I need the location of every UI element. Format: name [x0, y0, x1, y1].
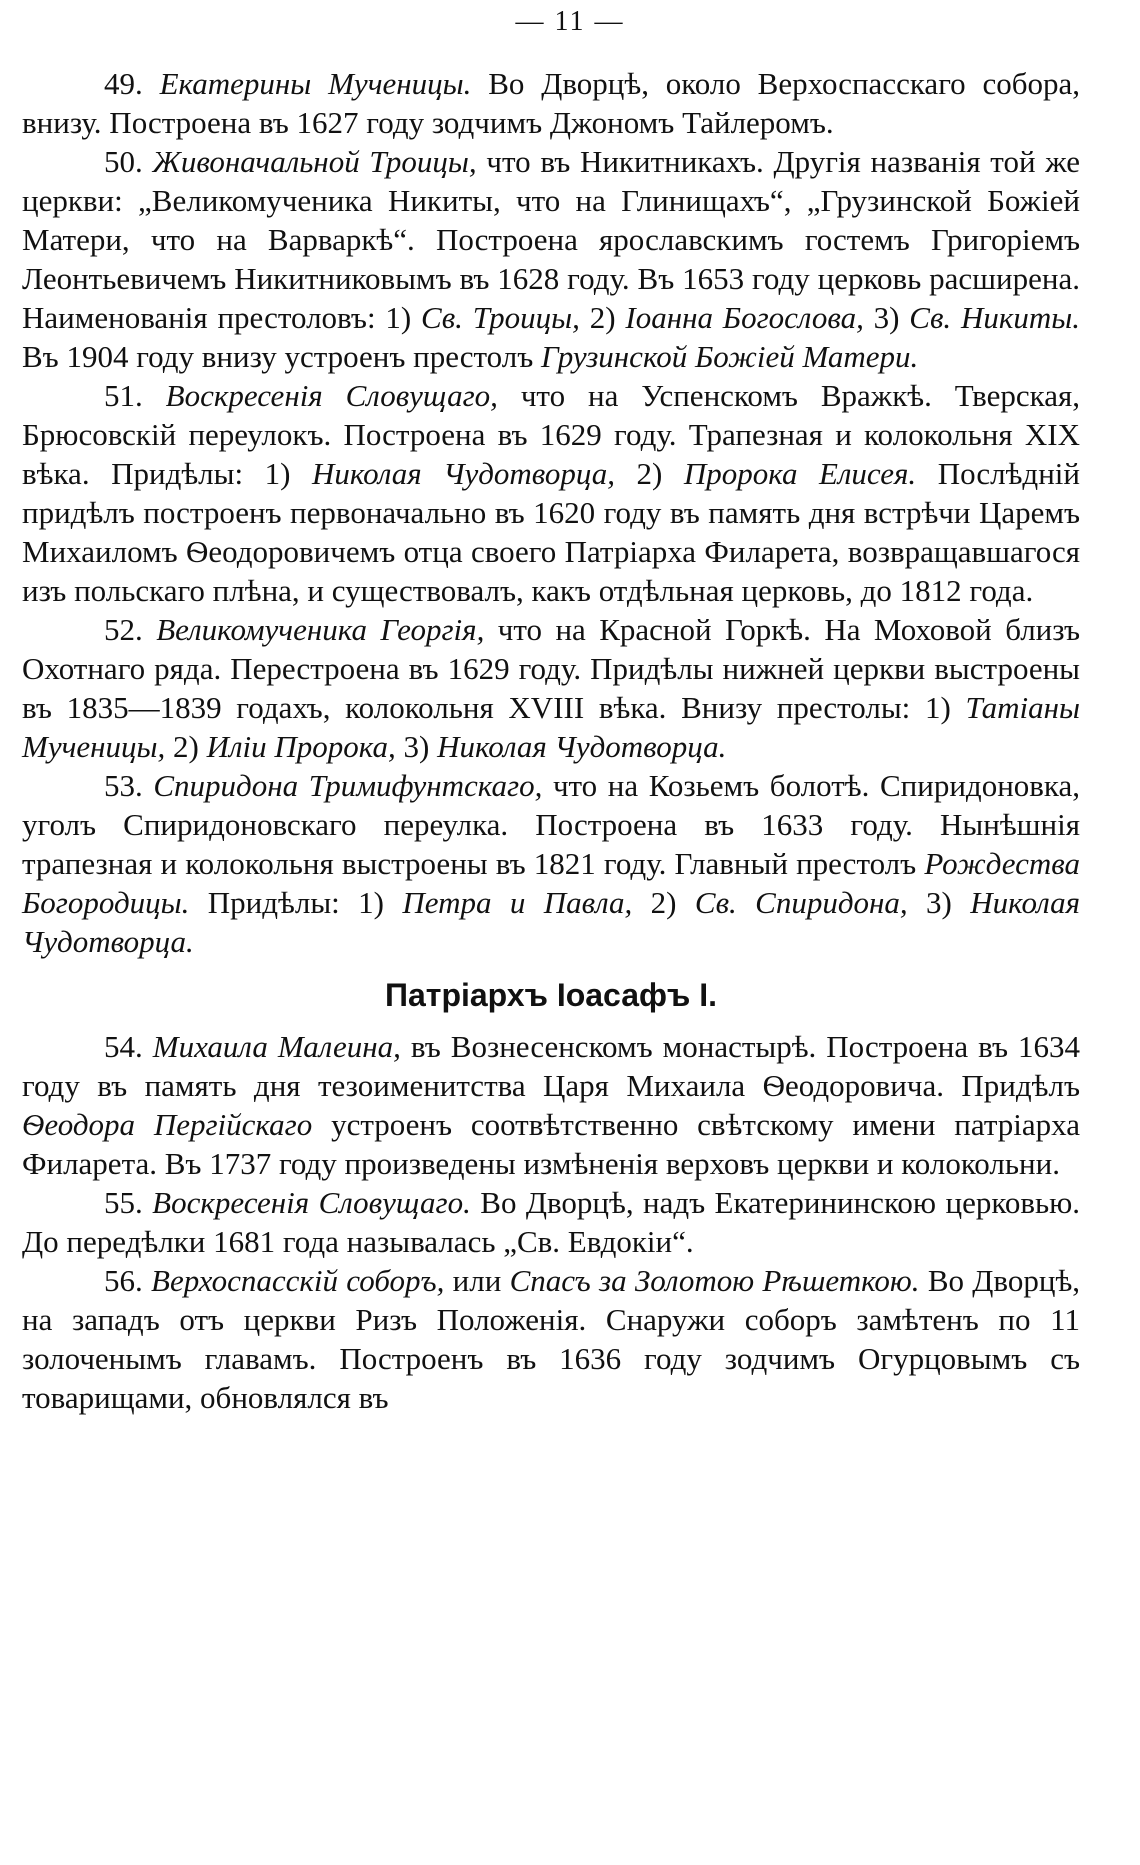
entry-text: Во Дворцѣ, на западъ отъ церкви Ризъ Положенія. Снаружи соборъ замѣтенъ по 11 золоченымъ главамъ. Построенъ въ 1636 году зодчимъ Огурцовымъ съ товарищами, обновлялся въ	[22, 1263, 1081, 1415]
altar-name: Св. Троицы,	[421, 300, 580, 335]
entry-text: что на Успенскомъ Вражкѣ. Тверская, Брюсовскій переулокъ. Построена въ 1629 году. Трапезная и колокольня XIX вѣка. Придѣлы: 1)	[22, 378, 1080, 491]
entry-text: что въ Никитникахъ. Другія названія той же церкви: „Великомученика Никиты, что на Глинищахъ“, „Грузинской Божіей Матери, что на Варваркѣ“. Построена ярославскимъ гостемъ Григоріемъ Леонтьевичемъ Никитниковымъ въ 1628 году. Въ 1653 году церковь расширена. Наименованія престоловъ: 1)	[22, 144, 1081, 335]
entry-number: 53.	[104, 768, 143, 803]
entry-53	[22, 766, 1080, 961]
church-title: Воскресенія Словущаго,	[165, 378, 498, 413]
entry-text: Придѣлы: 1)	[207, 885, 384, 920]
church-title: Воскресенія Словущаго.	[152, 1185, 471, 1220]
altar-name: Рождества Богородицы.	[22, 846, 1080, 920]
page-text	[22, 64, 1080, 1417]
entry-number: 55.	[104, 1185, 143, 1220]
altar-name: Св. Спиридона,	[694, 885, 908, 920]
entry-text: Послѣдній придѣлъ построенъ первоначально въ 1620 году въ память дня встрѣчи Царемъ Михаиломъ Ѳеодоровичемъ отца своего Патріарха Филарета, возвращавшагося изъ польскаго плѣна, и существовалъ, какъ отдѣльная церковь, до 1812 года.	[22, 456, 1080, 608]
church-title: Верхоспасскій соборъ,	[151, 1263, 445, 1298]
entry-text: 3)	[926, 885, 952, 920]
entry-number: 54.	[104, 1029, 143, 1064]
entry-text: Въ 1904 году внизу устроенъ престолъ	[22, 339, 534, 374]
entry-text: 2)	[589, 300, 616, 335]
entry-text: устроенъ соотвѣтственно свѣтскому имени патріарха Филарета. Въ 1737 году произведены измѣненія верховъ церкви и колокольни.	[22, 1107, 1081, 1181]
entry-54	[22, 1027, 1080, 1183]
entry-text: 2)	[650, 885, 677, 920]
altar-name: Петра и Павла,	[402, 885, 633, 920]
altar-name: Ѳеодора Пергійскаго	[22, 1107, 313, 1142]
altar-name: Николая Чудотворца.	[22, 885, 1081, 959]
church-title: Михаила Малеина,	[152, 1029, 401, 1064]
altar-name: Спасъ за Золотою Рѣшеткою.	[509, 1263, 920, 1298]
entry-55	[22, 1183, 1080, 1261]
entry-text: 2)	[636, 456, 663, 491]
entry-text: 3)	[403, 729, 430, 764]
page-number: — 11 —	[515, 6, 625, 37]
entry-text: Во Дворцѣ, надъ Екатерининскою церковью. До передѣлки 1681 года называлась „Св. Евдокіи“.	[22, 1185, 1080, 1259]
entry-49	[22, 64, 1080, 142]
altar-name: Пророка Елисея.	[683, 456, 917, 491]
entry-number: 51.	[104, 378, 143, 413]
altar-name: Св. Никиты.	[909, 300, 1080, 335]
altar-name: Грузинской Божіей Матери.	[541, 339, 919, 374]
entry-text: 2)	[173, 729, 199, 764]
entry-52	[22, 610, 1080, 766]
altar-name: Николая Чудотворца.	[437, 729, 727, 764]
entry-text: или	[452, 1263, 502, 1298]
entry-text: что на Козьемъ болотѣ. Спиридоновка, уголъ Спиридоновскаго переулка. Построена въ 1633 году. Нынѣшнія трапезная и колокольня выстроены въ 1821 году. Главный престолъ	[22, 768, 1081, 881]
altar-name: Іоанна Богослова,	[625, 300, 864, 335]
church-title: Екатерины Мученицы.	[159, 66, 472, 101]
church-title: Живоначальной Троицы,	[152, 144, 477, 179]
church-title: Великомученика Георгія,	[156, 612, 485, 647]
entry-text: Во Дворцѣ, около Верхоспасскаго собора, внизу. Построена въ 1627 году зодчимъ Джономъ Тайлеромъ.	[22, 66, 1081, 140]
entry-text: что на Красной Горкѣ. На Моховой близъ Охотнаго ряда. Перестроена въ 1629 году. Придѣлы нижней церкви выстроены въ 1835—1839 годахъ, колокольня XVIII вѣка. Внизу престолы: 1)	[22, 612, 1080, 725]
section-heading: Патріархъ Іоасафъ І.	[384, 977, 718, 1013]
altar-name: Татіаны Мученицы,	[22, 690, 1080, 764]
church-title: Спиридона Тримифунтскаго,	[153, 768, 543, 803]
altar-name: Иліи Пророка,	[206, 729, 396, 764]
entry-51	[22, 376, 1080, 610]
entry-text: въ Вознесенскомъ монастырѣ. Построена въ 1634 году въ память дня тезоименитства Царя Михаила Ѳеодоровича. Придѣлъ	[22, 1029, 1081, 1103]
entry-56	[22, 1261, 1080, 1417]
altar-name: Николая Чудотворца,	[311, 456, 615, 491]
entry-text: 3)	[873, 300, 900, 335]
entry-50	[22, 142, 1080, 376]
entry-number: 50.	[104, 144, 143, 179]
entry-number: 56.	[104, 1263, 143, 1298]
entry-number: 52.	[104, 612, 143, 647]
entry-number: 49.	[104, 66, 143, 101]
